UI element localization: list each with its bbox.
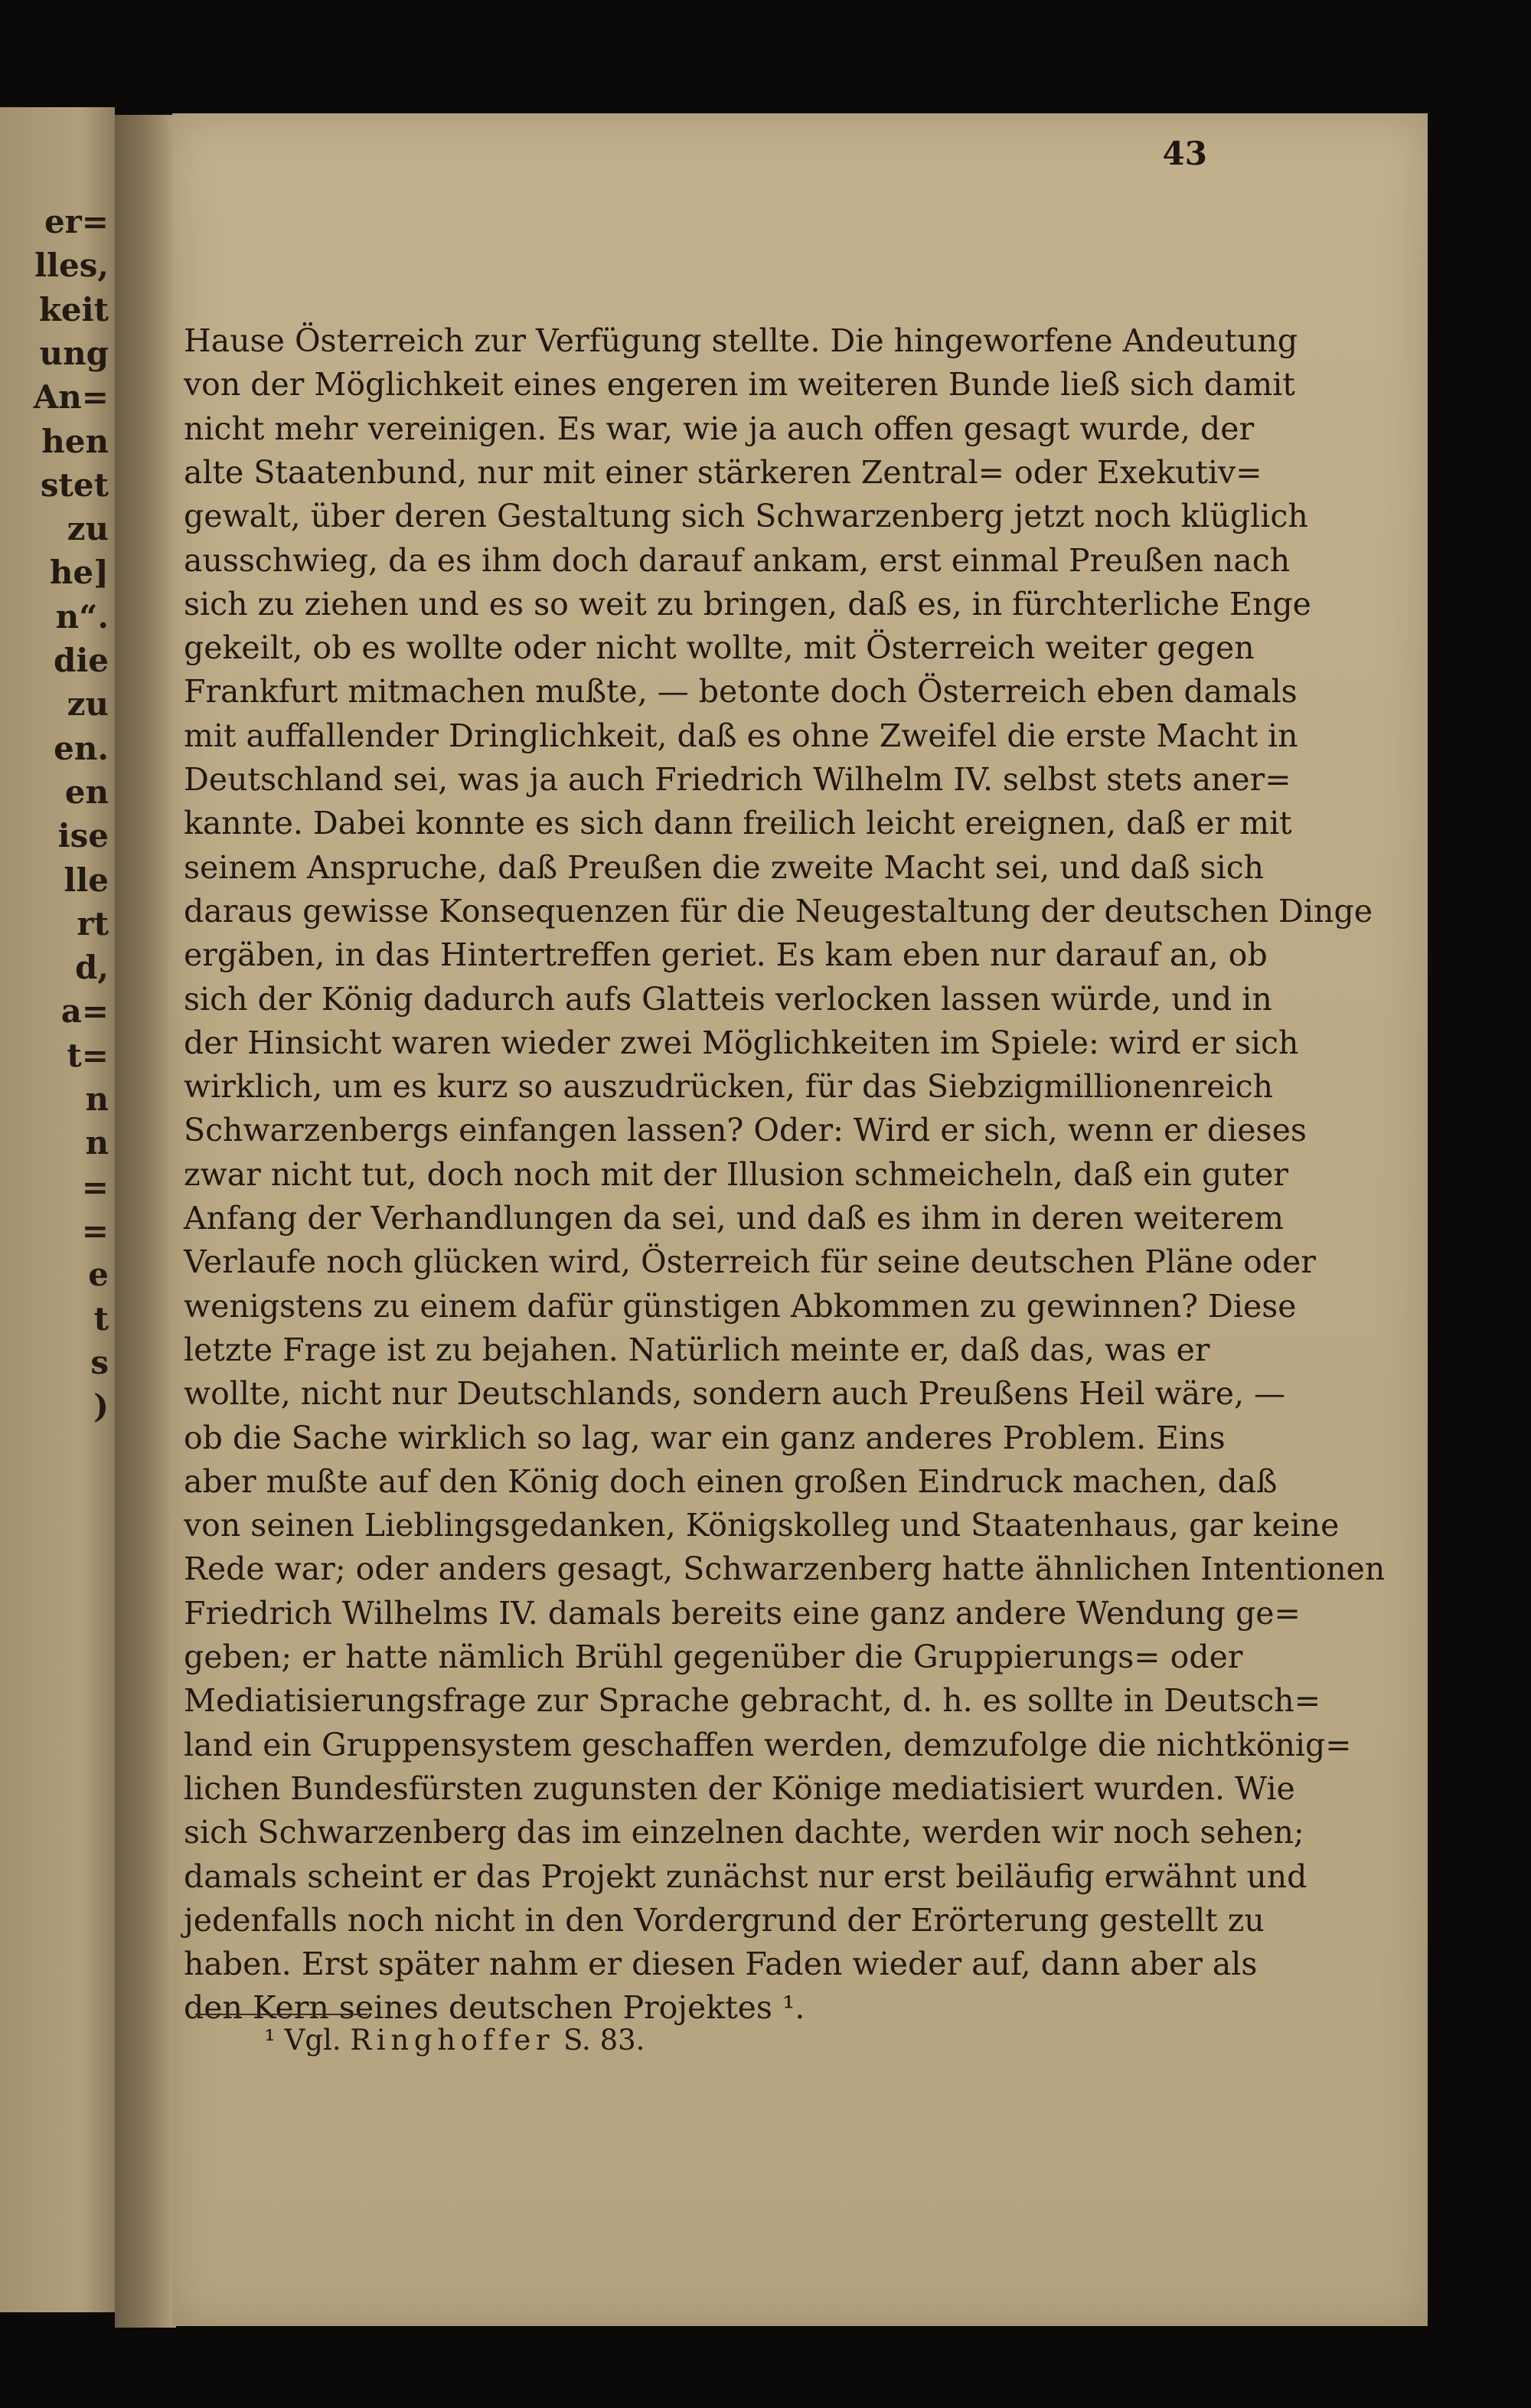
previous-page-fragment: An=	[33, 378, 109, 416]
footnote-marker: ¹	[264, 2024, 276, 2057]
previous-page-fragment: stet	[40, 466, 109, 504]
text-line: Mediatisierungsfrage zur Sprache gebracht, d. h. es sollte in Deutsch=	[184, 1682, 1321, 1719]
previous-page-fragment: s	[90, 1344, 109, 1381]
previous-page-fragment: a=	[60, 992, 109, 1030]
text-line: Hause Österreich zur Verfügung stellte. Die hingeworfene Andeutung	[184, 322, 1298, 359]
text-line: daraus gewisse Konsequenzen für die Neugestaltung der deutschen Dinge	[184, 893, 1373, 930]
previous-page-fragment: rt	[77, 905, 109, 943]
text-line: sich Schwarzenberg das im einzelnen dachte, werden wir noch sehen;	[184, 1814, 1304, 1851]
previous-page-fragment: lles,	[34, 247, 109, 284]
previous-page-fragment: hen	[41, 423, 109, 460]
text-line: Rede war; oder anders gesagt, Schwarzenberg hatte ähnlichen Intentionen	[184, 1550, 1386, 1587]
page-gutter	[115, 115, 176, 2328]
previous-page-fragment: die	[53, 642, 109, 679]
previous-page-fragment: en.	[54, 730, 109, 767]
text-line: ergäben, in das Hintertreffen geriet. Es kam eben nur darauf an, ob	[184, 936, 1268, 973]
previous-page-fragment: ise	[57, 817, 109, 854]
text-line: kannte. Dabei konnte es sich dann freilich leicht ereignen, daß er mit	[184, 805, 1292, 841]
previous-page-fragment: =	[81, 1212, 109, 1250]
previous-page-fragment: n“.	[55, 598, 109, 635]
previous-page-fragment: t	[93, 1300, 109, 1338]
text-line: Friedrich Wilhelms IV. damals bereits eine ganz andere Wendung ge=	[184, 1595, 1301, 1632]
text-line: von seinen Lieblingsgedanken, Königskolleg und Staatenhaus, gar keine	[184, 1507, 1340, 1544]
previous-page-fragment: =	[81, 1168, 109, 1206]
footnote-ref: S. 83.	[563, 2024, 645, 2057]
footnote	[264, 2021, 645, 2060]
text-line: wirklich, um es kurz so auszudrücken, für das Siebzigmillionenreich	[184, 1068, 1273, 1105]
text-line: Schwarzenbergs einfangen lassen? Oder: Wird er sich, wenn er dieses	[184, 1112, 1307, 1148]
previous-page-fragment: he]	[49, 554, 109, 591]
text-line: lichen Bundesfürsten zugunsten der Könige mediatisiert wurden. Wie	[184, 1770, 1295, 1807]
previous-page-fragment: )	[93, 1387, 109, 1425]
text-line: wollte, nicht nur Deutschlands, sondern auch Preußens Heil wäre, —	[184, 1375, 1286, 1412]
text-line: damals scheint er das Projekt zunächst nur erst beiläufig erwähnt und	[184, 1858, 1307, 1895]
text-line: geben; er hatte nämlich Brühl gegenüber die Gruppierungs= oder	[184, 1639, 1243, 1675]
previous-page-fragment: zu	[67, 685, 109, 723]
page-number: 43	[1162, 135, 1207, 172]
previous-page-fragment: t=	[67, 1037, 109, 1074]
text-line: land ein Gruppensystem geschaffen werden, demzufolge die nichtkönig=	[184, 1727, 1352, 1763]
text-line: von der Möglichkeit eines engeren im weiteren Bunde ließ sich damit	[184, 366, 1295, 403]
previous-page-fragment: en	[64, 773, 109, 811]
text-line: Deutschland sei, was ja auch Friedrich Wilhelm IV. selbst stets aner=	[184, 761, 1291, 798]
previous-page-fragment: n	[85, 1124, 109, 1162]
text-line: seinem Anspruche, daß Preußen die zweite Macht sei, und daß sich	[184, 849, 1265, 886]
previous-page-fragment: er=	[44, 203, 109, 240]
text-line: gewalt, über deren Gestaltung sich Schwarzenberg jetzt noch klüglich	[184, 498, 1308, 534]
text-line: den Kern seines deutschen Projektes ¹.	[184, 1989, 805, 2026]
footnote-prefix: Vgl.	[284, 2024, 341, 2057]
text-line: Frankfurt mitmachen mußte, — betonte doch Österreich eben damals	[184, 673, 1298, 710]
previous-page-fragment: e	[88, 1256, 109, 1293]
text-line: alte Staatenbund, nur mit einer stärkeren Zentral= oder Exekutiv=	[184, 454, 1262, 491]
text-line: wenigstens zu einem dafür günstigen Abkommen zu gewinnen? Diese	[184, 1288, 1297, 1325]
text-line: gekeilt, ob es wollte oder nicht wollte, mit Österreich weiter gegen	[184, 629, 1255, 666]
text-line: sich der König dadurch aufs Glatteis verlocken lassen würde, und in	[184, 981, 1272, 1018]
previous-page-fragment: zu	[67, 510, 109, 547]
text-line: zwar nicht tut, doch noch mit der Illusion schmeicheln, daß ein guter	[184, 1156, 1288, 1193]
text-line: nicht mehr vereinigen. Es war, wie ja auch offen gesagt wurde, der	[184, 410, 1255, 447]
text-line: Anfang der Verhandlungen da sei, und daß es ihm in deren weiterem	[184, 1200, 1285, 1237]
text-line: jedenfalls noch nicht in den Vordergrund der Erörterung gestellt zu	[184, 1902, 1265, 1939]
previous-page-fragment: d,	[75, 949, 109, 986]
text-line: ausschwieg, da es ihm doch darauf ankam, erst einmal Preußen nach	[184, 542, 1291, 579]
footnote-author: Ringhoffer	[350, 2024, 555, 2057]
text-line: haben. Erst später nahm er diesen Faden wieder auf, dann aber als	[184, 1946, 1258, 1982]
footnote-rule	[195, 2014, 367, 2015]
text-line: mit auffallender Dringlichkeit, daß es ohne Zweifel die erste Macht in	[184, 717, 1298, 754]
text-line: letzte Frage ist zu bejahen. Natürlich meinte er, daß das, was er	[184, 1331, 1210, 1368]
previous-page-fragment: n	[85, 1080, 109, 1118]
previous-page-fragment: lle	[64, 861, 109, 899]
text-line: ob die Sache wirklich so lag, war ein ganz anderes Problem. Eins	[184, 1420, 1226, 1456]
previous-page-fragment: keit	[38, 291, 109, 328]
text-line: Verlaufe noch glücken wird, Österreich für seine deutschen Pläne oder	[184, 1243, 1316, 1280]
previous-page-edge	[0, 107, 115, 2312]
text-line: aber mußte auf den König doch einen großen Eindruck machen, daß	[184, 1463, 1278, 1500]
text-line: der Hinsicht waren wieder zwei Möglichkeiten im Spiele: wird er sich	[184, 1024, 1299, 1061]
previous-page-fragment: ung	[39, 335, 109, 372]
text-line: sich zu ziehen und es so weit zu bringen, daß es, in fürchterliche Enge	[184, 586, 1311, 622]
